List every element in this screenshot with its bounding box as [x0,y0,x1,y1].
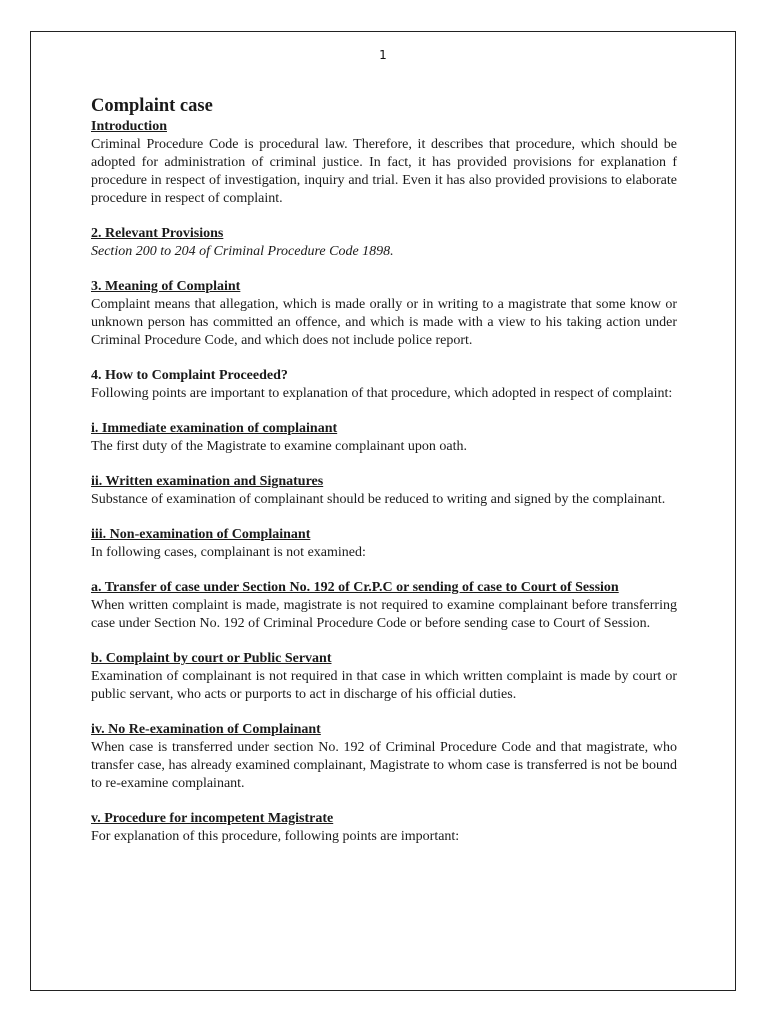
section-body: Complaint means that allegation, which is made orally or in writing to a magistrate that some know or unknown person has committed an offence, and which is made with a view to his taking action under Criminal Procedure Code, and which does not include police report. [91,297,677,348]
section-heading: b. Complaint by court or Public Servant [91,651,332,666]
section-body: The first duty of the Magistrate to examine complainant upon oath. [91,439,467,454]
document-section [91,721,677,793]
sections-container [91,118,677,846]
section-heading: 2. Relevant Provisions [91,226,224,241]
section-heading: 4. How to Complaint Proceeded? [91,368,288,383]
document-content [91,94,677,846]
section-heading: iv. No Re-examination of Complainant [91,722,321,737]
section-heading: Introduction [91,119,167,134]
section-body: Section 200 to 204 of Criminal Procedure Code 1898. [91,244,394,259]
document-section [91,473,677,509]
document-section [91,420,677,456]
section-heading: a. Transfer of case under Section No. 192 of Cr.P.C or sending of case to Court of Session [91,580,619,595]
section-body: When written complaint is made, magistrate is not required to examine complainant before transferring case under Section No. 192 of Criminal Procedure Code or before sending case to Court of Session. [91,598,677,631]
section-body: When case is transferred under section No. 192 of Criminal Procedure Code and that magistrate, who transfer case, has already examined complainant, Magistrate to whom case is transferred is not be bound to re-examine complainant. [91,740,677,791]
document-title: Complaint case [91,96,213,116]
document-section [91,225,677,261]
section-body: Examination of complainant is not required in that case in which written complaint is made by court or public servant, who acts or purports to act in discharge of his official duties. [91,669,677,702]
section-heading: i. Immediate examination of complainant [91,421,338,436]
section-body: Following points are important to explanation of that procedure, which adopted in respect of complaint: [91,386,673,401]
section-body: Criminal Procedure Code is procedural law. Therefore, it describes that procedure, which should be adopted for administration of criminal justice. In fact, it has provided provisions for explanation f procedure in respect of investigation, inquiry and trial. Even it has also provided provisions to elaborate procedure in respect of complaint. [91,137,677,206]
document-section [91,118,677,208]
section-body: Substance of examination of complainant should be reduced to writing and signed by the complainant. [91,492,666,507]
document-section [91,579,677,633]
page-number: 1 [379,48,387,62]
document-section [91,650,677,704]
document-page [30,31,736,991]
section-body: In following cases, complainant is not examined: [91,545,366,560]
document-section [91,278,677,350]
section-heading: 3. Meaning of Complaint [91,279,241,294]
document-section [91,810,677,846]
section-heading: ii. Written examination and Signatures [91,474,324,489]
section-body: For explanation of this procedure, following points are important: [91,829,460,844]
section-heading: iii. Non-examination of Complainant [91,527,311,542]
section-heading: v. Procedure for incompetent Magistrate [91,811,334,826]
document-section [91,367,677,403]
document-section [91,526,677,562]
